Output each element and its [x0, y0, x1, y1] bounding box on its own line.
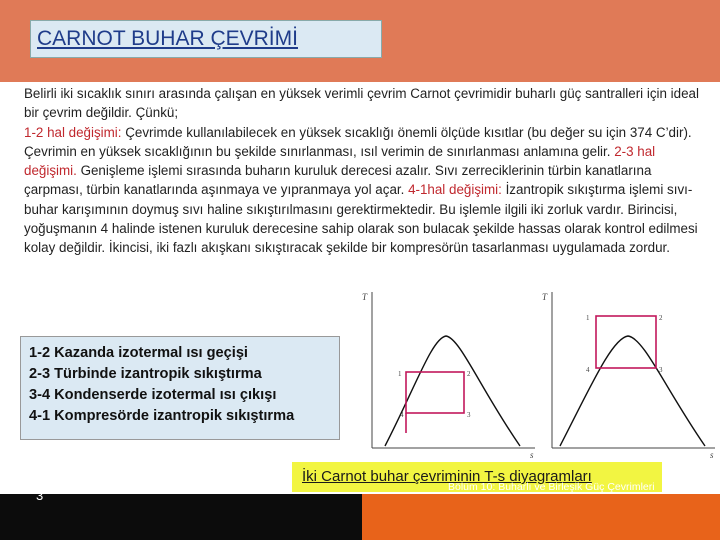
title-box — [30, 20, 382, 58]
state-label-left-2: 2 — [467, 370, 471, 378]
footer-left — [0, 494, 362, 540]
state-label-left-1: 1 — [398, 370, 402, 378]
page-title: CARNOT BUHAR ÇEVRİMİ — [37, 27, 298, 50]
state-label-right-1: 1 — [586, 314, 590, 322]
state-label-right-2: 2 — [659, 314, 663, 322]
footer-right — [362, 494, 720, 540]
cycle-path-left — [406, 372, 464, 413]
ts-diagrams — [360, 288, 720, 458]
s-axis-label-left: s — [530, 450, 534, 458]
process-4-1-text: İzantropik sıkıştırma işlemi sıvı-buhar karışımının doymuş sıvı haline sıkıştırılmasını gerektirmektedir. Bu işlemle ilgili iki zorluk vardır. Birincisi, yoğuşmanın 4 halinde istenen kuruluk derecesine sahip olarak son bulacak şekilde hassas olarak kontrol edilmesi kolay değildir. İkincisi, iki fazlı akışkanı sıkıştıracak şekilde bir kompresörün tasarlanması uygulamada zordur. — [24, 182, 698, 256]
list-item: 1-2 Kazanda izotermal ısı geçişi — [29, 345, 248, 361]
t-axis-label-left: T — [362, 292, 368, 302]
body-text — [24, 84, 704, 258]
process-list-box — [20, 336, 340, 440]
process-2-3-text: Genişleme işlemi sırasında buharın kuruluk derecesi azalır. Sıvı zerreciklerinin türbin kanatlarına çarpması, türbin kanatlarında aşınmaya ve yıpranmaya yol açar. — [24, 163, 652, 198]
process-4-1-label: 4-1hal değişimi: — [408, 182, 502, 198]
ts-diagram-left — [362, 292, 535, 458]
state-label-right-3: 3 — [659, 366, 663, 374]
ts-diagram-right — [542, 292, 715, 458]
t-axis-label-right: T — [542, 292, 548, 302]
process-1-2-text: Çevrimde kullanılabilecek en yüksek sıcaklığı önemli ölçüde kısıtlar (bu değer su için 374 C’dir). Çevrimin en yüksek sıcaklığının bu şekilde sınırlanması, ısıl verimin de sınırlanması anlamına gelir. — [24, 124, 692, 159]
details-paragraph — [24, 123, 704, 258]
intro-paragraph: Belirli iki sıcaklık sınırı arasında çalışan en yüksek verimli çevrim Carnot çevrimidir buharlı güç santralleri için ideal bir çevrim değildir. Çünkü; — [24, 86, 699, 121]
process-2-3-label: 2-3 hal değişimi. — [24, 143, 656, 179]
process-1-2-label: 1-2 hal değişimi: — [24, 124, 122, 140]
page-number: 3 — [36, 488, 44, 503]
s-axis-label-right: s — [710, 450, 714, 458]
state-label-left-4: 4 — [400, 411, 404, 419]
footer-chapter-title: Bölüm 10: Buharlı ve Birleşik Güç Çevrimleri — [448, 481, 655, 493]
list-item: 4-1 Kompresörde izantropik sıkıştırma — [29, 408, 295, 424]
list-item: 3-4 Kondenserde izotermal ısı çıkışı — [29, 387, 277, 403]
saturation-dome-right — [560, 336, 705, 446]
state-label-right-4: 4 — [586, 366, 590, 374]
list-item: 2-3 Türbinde izantropik sıkıştırma — [29, 366, 262, 382]
state-label-left-3: 3 — [467, 411, 471, 419]
diagram-caption: İki Carnot buhar çevriminin T-s diyagramları — [292, 462, 662, 492]
